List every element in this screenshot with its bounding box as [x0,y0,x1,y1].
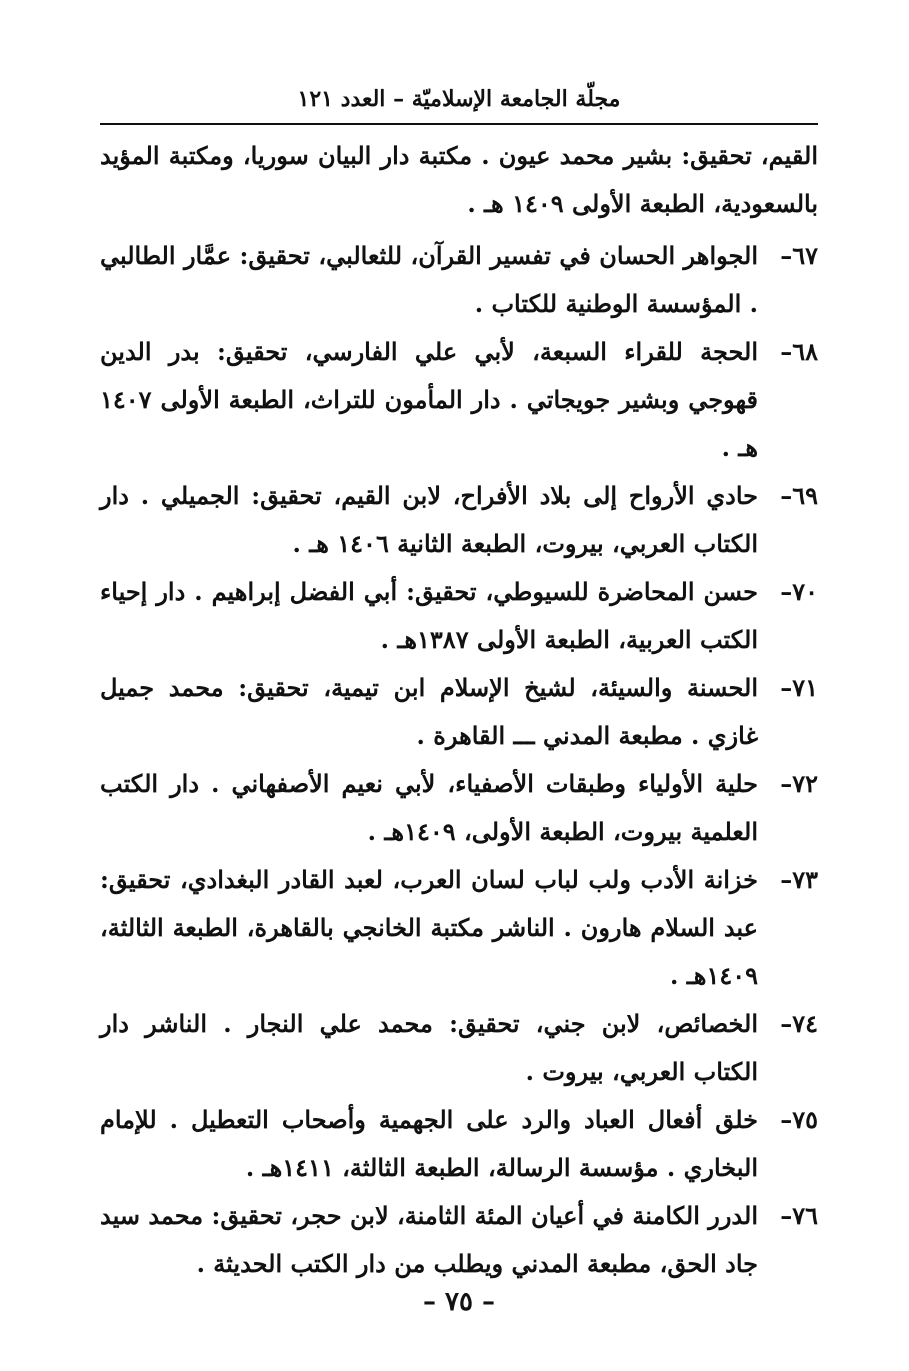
bibliography-entry-69 [100,472,818,568]
bibliography-entry-68 [100,328,818,472]
bibliography-entry-67 [100,232,818,328]
running-header: مجلّة الجامعة الإسلاميّة – العدد ١٢١ [297,86,621,112]
entry-text: الحجة للقراء السبعة، لأبي علي الفارسي، تحقيق: بدر الدين قهوجي وبشير جويجاتي . دار المأمون للتراث، الطبعة الأولى ١٤٠٧ هـ . [100,337,758,462]
bibliography-entry-74 [100,1000,818,1096]
entry-number: ٧٥– [780,1105,818,1134]
entry-text: الحسنة والسيئة، لشيخ الإسلام ابن تيمية، تحقيق: محمد جميل غازي . مطبعة المدني ـــ القاهرة . [100,673,758,750]
entry-number: ٧٤– [780,1009,818,1038]
entry-text: خزانة الأدب ولب لباب لسان العرب، لعبد القادر البغدادي، تحقيق: عبد السلام هارون . الناشر مكتبة الخانجي بالقاهرة، الطبعة الثالثة، ١٤٠٩هـ . [100,865,758,990]
bibliography-entry-71 [100,664,818,760]
entry-number: ٧٣– [780,865,818,894]
entry-text: حلية الأولياء وطبقات الأصفياء، لأبي نعيم الأصفهاني . دار الكتب العلمية بيروت، الطبعة الأولى، ١٤٠٩هـ . [100,769,759,846]
bibliography-entry-70 [100,568,818,664]
entry-text: الجواهر الحسان في تفسير القرآن، للثعالبي، تحقيق: عمَّار الطالبي . المؤسسة الوطنية للكتاب . [100,241,758,318]
entry-number: ٧٠– [780,577,818,606]
entry-number: ٦٧– [780,241,818,270]
header-rule [100,123,818,125]
bibliography-list [100,132,818,1288]
entry-number: ٧٢– [780,769,818,798]
page-number: – ٧٥ – [422,1287,496,1317]
entry-number: ٦٩– [780,481,818,510]
continued-entry-text: القيم، تحقيق: بشير محمد عيون . مكتبة دار البيان سوريا، ومكتبة المؤيد بالسعودية، الطبعة الأولى ١٤٠٩ هـ . [100,141,818,218]
entry-text: الخصائص، لابن جني، تحقيق: محمد علي النجار . الناشر دار الكتاب العربي، بيروت . [100,1009,758,1086]
entry-text: حادي الأرواح إلى بلاد الأفراح، لابن القيم، تحقيق: الجميلي . دار الكتاب العربي، بيروت، الطبعة الثانية ١٤٠٦ هـ . [100,481,758,558]
bibliography-entry-76 [100,1192,818,1288]
bibliography-entry-73 [100,856,818,1000]
entry-number: ٧٦– [780,1201,818,1230]
entry-number: ٧١– [780,673,818,702]
entry-number: ٦٨– [780,337,818,366]
entry-text: خلق أفعال العباد والرد على الجهمية وأصحاب التعطيل . للإمام البخاري . مؤسسة الرسالة، الطبعة الثالثة، ١٤١١هـ . [100,1105,758,1182]
bibliography-entry-72 [100,760,818,856]
entry-text: حسن المحاضرة للسيوطي، تحقيق: أبي الفضل إبراهيم . دار إحياء الكتب العربية، الطبعة الأولى ١٣٨٧هـ . [100,577,758,654]
entry-text: الدرر الكامنة في أعيان المئة الثامنة، لابن حجر، تحقيق: محمد سيد جاد الحق، مطبعة المدني ويطلب من دار الكتب الحديثة . [100,1201,758,1278]
bibliography-entry-75 [100,1096,818,1192]
